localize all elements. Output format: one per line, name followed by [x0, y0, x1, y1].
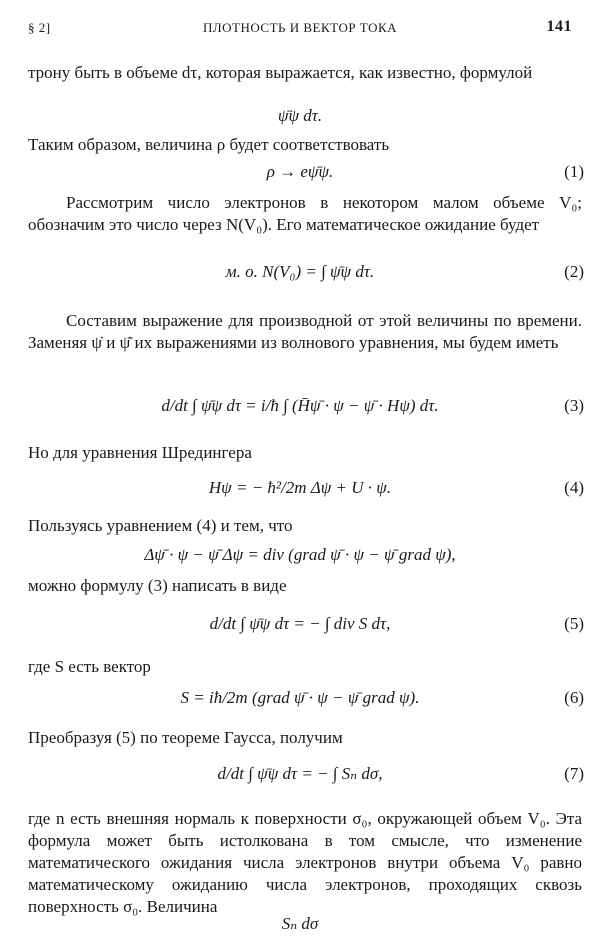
- paragraph-1: трону быть в объеме dτ, которая выражается, как известно, формулой: [28, 63, 533, 82]
- equation-density: [0, 106, 600, 126]
- paragraph-4: Составим выражение для производной от этой величины по времени. Заменяя ψ̇ и ψ̇̄ их выражениями из волнового уравнения, мы будем иметь: [28, 311, 582, 352]
- equation-text: S = iħ/2m (grad ψ̄ · ψ − ψ̄ grad ψ).: [180, 688, 420, 707]
- equation-number: (3): [564, 396, 584, 415]
- running-title: ПЛОТНОСТЬ И ВЕКТОР ТОКА: [202, 20, 398, 35]
- paragraph-10: где n есть внешняя нормаль к поверхности σ₀, окружающей объем V₀. Эта формула может быть истолкована в том смысле, что изменение математического ожидания числа электронов внутри объема V₀ равно математическому ожиданию числа электронов, проходящих сквозь поверхность σ₀. Величина: [28, 809, 582, 916]
- equation-number: (6): [564, 688, 584, 707]
- page-number: 141: [546, 18, 572, 35]
- equation-text: d/dt ∫ ψ̄ψ dτ = − ∫ div S dτ,: [209, 614, 391, 633]
- equation-text: Δψ̄ · ψ − ψ̄ Δψ = div (grad ψ̄ · ψ − ψ̄ grad ψ),: [144, 545, 456, 564]
- equation-text: м. о. N(V₀) = ∫ ψ̄ψ dτ.: [225, 262, 375, 281]
- paragraph-6: Пользуясь уравнением (4) и тем, что: [28, 516, 293, 535]
- equation-5: [0, 614, 600, 634]
- equation-text: ψ̄ψ dτ.: [277, 106, 323, 125]
- equation-3: [0, 396, 600, 416]
- equation-1: [0, 162, 600, 182]
- equation-number: (5): [564, 614, 584, 633]
- paragraph-3: Рассмотрим число электронов в некотором малом объеме V₀; обозначим это число через N(V₀). Его математическое ожидание будет: [28, 193, 582, 234]
- paragraph-8: где S есть вектор: [28, 657, 151, 676]
- paragraph-7: можно формулу (3) написать в виде: [28, 576, 287, 595]
- equation-7: [0, 764, 600, 784]
- equation-text: Hψ = − ħ²/2m Δψ + U · ψ.: [208, 478, 392, 497]
- paragraph-9: Преобразуя (5) по теореме Гаусса, получим: [28, 728, 343, 747]
- equation-number: (7): [564, 764, 584, 783]
- equation-number: (4): [564, 478, 584, 497]
- section-label: § 2]: [28, 20, 51, 35]
- equation-2: [0, 262, 600, 282]
- equation-text: Sₙ dσ: [281, 914, 319, 933]
- equation-6: [0, 688, 600, 708]
- equation-text: ρ → eψ̄ψ.: [266, 162, 334, 181]
- equation-text: d/dt ∫ ψ̄ψ dτ = − ∫ Sₙ dσ,: [217, 764, 383, 783]
- equation-number: (1): [564, 162, 584, 181]
- equation-4: [0, 478, 600, 498]
- equation-number: (2): [564, 262, 584, 281]
- paragraph-5: Но для уравнения Шредингера: [28, 443, 252, 462]
- paragraph-2: Таким образом, величина ρ будет соответствовать: [28, 135, 390, 154]
- equation-divergence: [0, 545, 600, 565]
- equation-flux: [0, 914, 600, 934]
- equation-text: d/dt ∫ ψ̄ψ dτ = i/ħ ∫ (H̄ψ̄ · ψ − ψ̄ · Hψ) dτ.: [161, 396, 439, 415]
